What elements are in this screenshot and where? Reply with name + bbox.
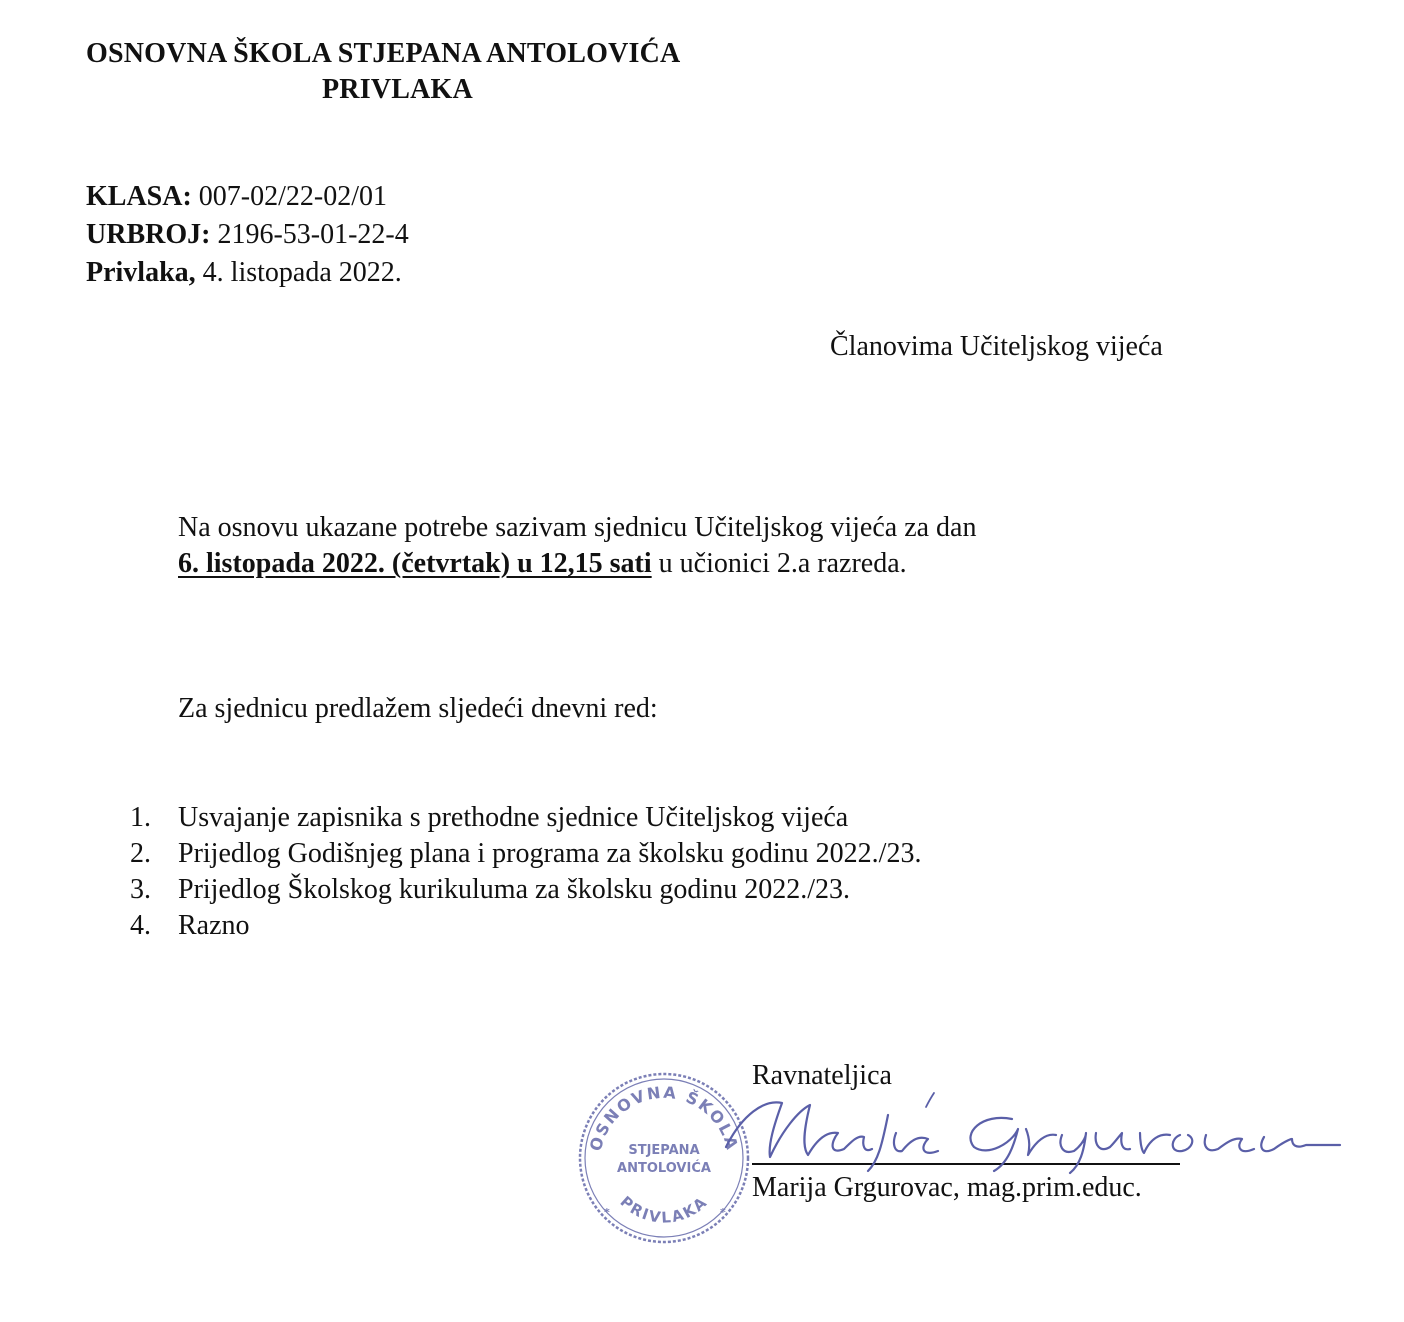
- meeting-location: u učionici 2.a razreda.: [651, 548, 907, 579]
- agenda-item-number: 3.: [130, 874, 151, 905]
- agenda-item-text: Prijedlog Godišnjeg plana i programa za školsku godinu 2022./23.: [178, 838, 922, 869]
- agenda-item-text: Razno: [178, 910, 250, 941]
- urbroj-label: URBROJ:: [86, 219, 211, 250]
- stamp-center-line-1: STJEPANA: [628, 1143, 700, 1158]
- agenda-item-number: 1.: [130, 802, 151, 833]
- school-town: PRIVLAKA: [322, 74, 473, 105]
- place-label: Privlaka,: [86, 257, 196, 288]
- svg-text:*: *: [720, 1206, 726, 1219]
- agenda-item-number: 2.: [130, 838, 151, 869]
- klasa-value: 007-02/22-02/01: [191, 181, 388, 212]
- stamp-bottom-text: PRIVLAKA: [616, 1192, 712, 1227]
- agenda-item-text: Usvajanje zapisnika s prethodne sjednice Učiteljskog vijeća: [178, 802, 849, 833]
- stamp-top-text: OSNOVNA ŠKOLA: [585, 1082, 743, 1154]
- urbroj-line: [86, 218, 409, 252]
- date-value: 4. listopada 2022.: [195, 257, 402, 288]
- svg-text:*: *: [604, 1206, 610, 1219]
- school-name: OSNOVNA ŠKOLA STJEPANA ANTOLOVIĆA: [86, 38, 681, 69]
- klasa-line: [86, 180, 387, 214]
- urbroj-value: 2196-53-01-22-4: [210, 219, 409, 250]
- klasa-label: KLASA:: [86, 181, 192, 212]
- signatory-name: Marija Grgurovac, mag.prim.educ.: [752, 1172, 1142, 1203]
- meeting-datetime: 6. listopada 2022. (četvrtak) u 12,15 sati: [178, 548, 652, 579]
- place-date-line: [86, 256, 402, 290]
- signature-title: Ravnateljica: [752, 1060, 892, 1091]
- handwritten-signature: [712, 1085, 1352, 1175]
- body-line-1: Na osnovu ukazane potrebe sazivam sjednicu Učiteljskog vijeća za dan: [178, 512, 977, 543]
- stamp-center-line-2: ANTOLOVIĆA: [617, 1161, 711, 1176]
- agenda-intro: Za sjednicu predlažem sljedeći dnevni red:: [178, 693, 658, 724]
- agenda-item-text: Prijedlog Školskog kurikuluma za školsku godinu 2022./23.: [178, 874, 850, 905]
- agenda-item-number: 4.: [130, 910, 151, 941]
- body-line-2: [178, 547, 907, 581]
- recipient: Članovima Učiteljskog vijeća: [830, 331, 1163, 362]
